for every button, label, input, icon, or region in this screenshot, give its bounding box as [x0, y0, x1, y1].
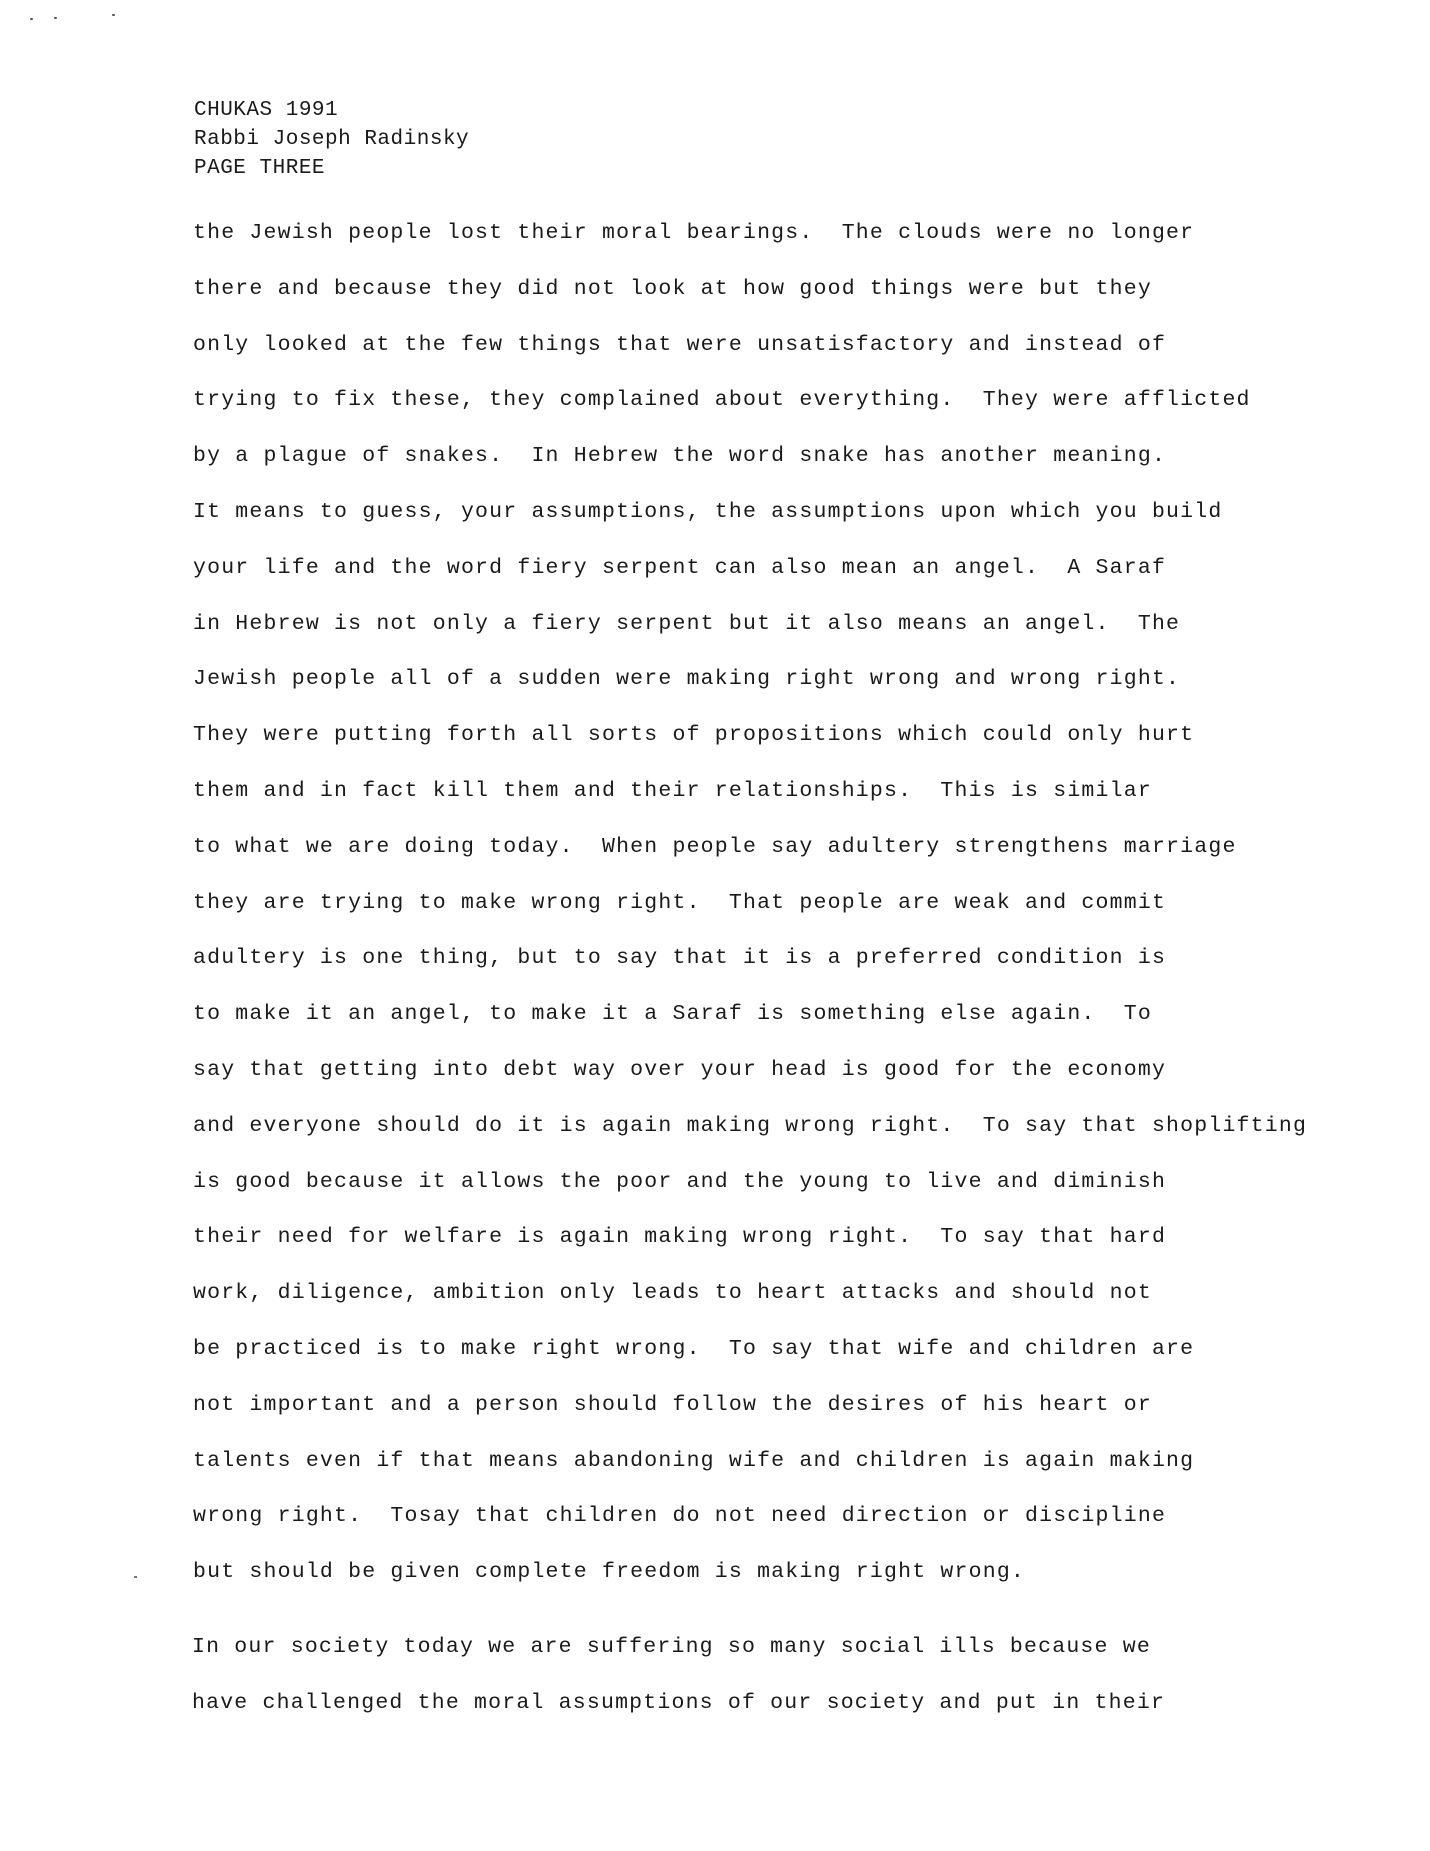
paragraph-2: [192, 1620, 1165, 1732]
text-line: In our society today we are suffering so many social ills because we: [192, 1635, 1151, 1659]
text-line: say that getting into debt way over your head is good for the economy: [193, 1057, 1167, 1082]
text-line: It means to guess, your assumptions, the assumptions upon which you build: [193, 499, 1223, 524]
document-header: [194, 96, 469, 183]
text-line: they are trying to make wrong right. That people are weak and commit: [193, 890, 1167, 915]
text-line: but should be given complete freedom is making right wrong.: [193, 1560, 1026, 1585]
text-line: They were putting forth all sorts of propositions which could only hurt: [193, 723, 1195, 748]
text-line: by a plague of snakes. In Hebrew the word snake has another meaning.: [193, 444, 1167, 469]
scan-speck: [54, 17, 57, 19]
scan-speck: [30, 18, 33, 20]
text-line: them and in fact kill them and their relationships. This is similar: [193, 778, 1152, 803]
header-title: CHUKAS 1991: [194, 99, 339, 122]
text-line: be practiced is to make right wrong. To say that wife and children are: [193, 1336, 1195, 1361]
text-line: is good because it allows the poor and the young to live and diminish: [193, 1169, 1167, 1194]
text-line: the Jewish people lost their moral bearings. The clouds were no longer: [193, 221, 1195, 245]
text-line: to make it an angel, to make it a Saraf is something else again. To: [193, 1002, 1152, 1027]
header-page-label: PAGE THREE: [194, 157, 326, 180]
text-line: their need for welfare is again making wrong right. To say that hard: [193, 1225, 1167, 1250]
text-line: your life and the word fiery serpent can also mean an angel. A Saraf: [193, 555, 1167, 580]
text-line: have challenged the moral assumptions of our society and put in their: [192, 1690, 1166, 1715]
header-author: Rabbi Joseph Radinsky: [194, 128, 470, 151]
paragraph-1: [193, 206, 1307, 1601]
margin-speck: [134, 1576, 137, 1578]
text-line: only looked at the few things that were unsatisfactory and instead of: [193, 332, 1167, 357]
text-line: and everyone should do it is again making wrong right. To say that shoplifting: [193, 1113, 1308, 1138]
text-line: there and because they did not look at how good things were but they: [193, 276, 1152, 301]
text-line: Jewish people all of a sudden were making right wrong and wrong right.: [193, 667, 1181, 692]
text-line: trying to fix these, they complained about everything. They were afflicted: [193, 388, 1251, 413]
text-line: not important and a person should follow the desires of his heart or: [193, 1392, 1152, 1417]
text-line: to what we are doing today. When people say adultery strengthens marriage: [193, 834, 1237, 859]
text-line: work, diligence, ambition only leads to heart attacks and should not: [193, 1281, 1152, 1306]
text-line: talents even if that means abandoning wife and children is again making: [193, 1448, 1195, 1473]
text-line: wrong right. Tosay that children do not need direction or discipline: [193, 1504, 1167, 1529]
scan-speck: [112, 14, 115, 16]
text-line: adultery is one thing, but to say that it is a preferred condition is: [193, 946, 1167, 971]
text-line: in Hebrew is not only a fiery serpent but it also means an angel. The: [193, 611, 1181, 636]
